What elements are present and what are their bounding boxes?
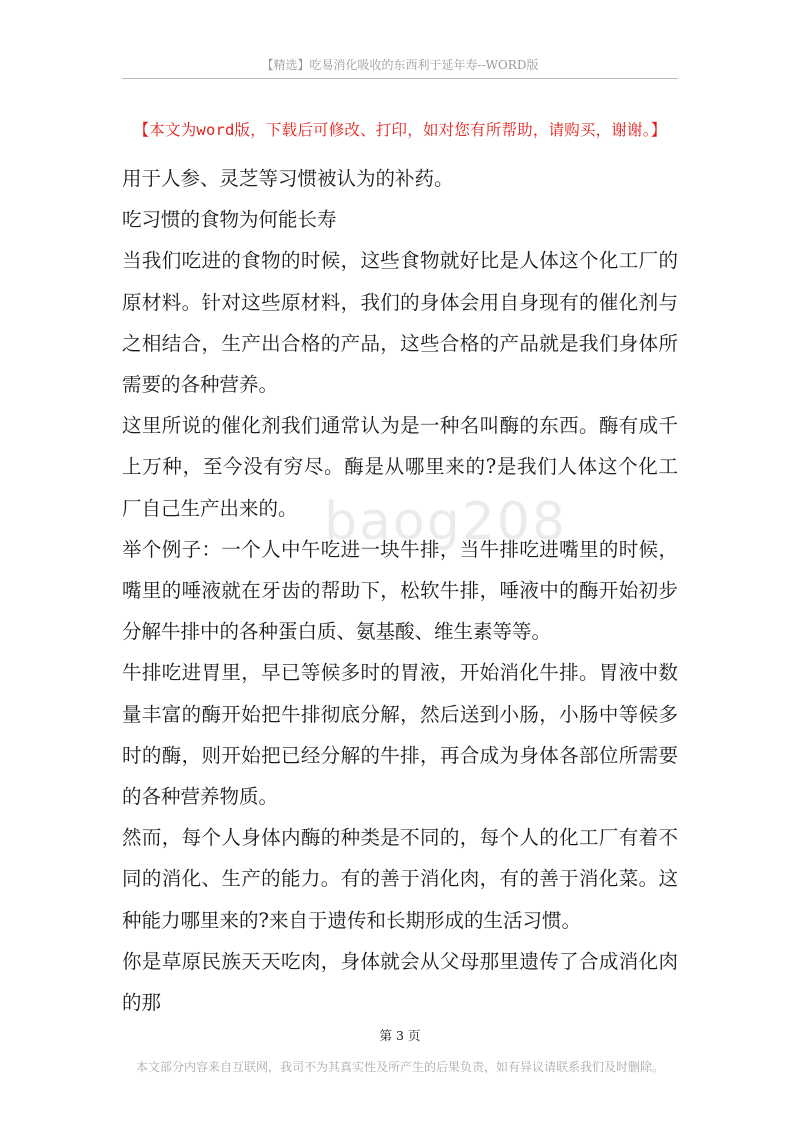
paragraph: 你是草原民族天天吃肉，身体就会从父母那里遗传了合成消化肉的那 [122,949,678,1015]
section-heading: 吃习惯的食物为何能长寿 [122,208,337,232]
paragraph: 举个例子：一个人中午吃进一块牛排，当牛排吃进嘴里的时候，嘴里的唾液就在牙齿的帮助下，松软牛排，唾液中的酶开始初步分解牛排中的各种蛋白质、氨基酸、维生素等等。 [122,537,678,644]
paragraph: 这里所说的催化剂我们通常认为是一种名叫酶的东西。酶有成千上万种，至今没有穷尽。酶是从哪里来的?是我们人体这个化工厂自己生产出来的。 [122,414,678,520]
page-header-title: 【精选】吃易消化吸收的东西利于延年寿--WORD版 [261,58,539,72]
paragraph: 牛排吃进胃里，早已等候多时的胃液，开始消化牛排。胃液中数量丰富的酶开始把牛排彻底分解，然后送到小肠，小肠中等候多时的酶，则开始把已经分解的牛排，再合成为身体各部位所需要的各种营养物质。 [122,661,678,809]
paragraph: 然而，每个人身体内酶的种类是不同的，每个人的化工厂有着不同的消化、生产的能力。有的善于消化肉，有的善于消化菜。这种能力哪里来的?来自于遗传和长期形成的生活习惯。 [122,826,678,932]
header-divider [122,78,678,79]
paragraph: 用于人参、灵芝等习惯被认为的补药。 [122,167,454,190]
page-footer-disclaimer: 本文部分内容来自互联网，我司不为其真实性及所产生的后果负责，如有异议请联系我们及时删除。 [135,1060,664,1074]
paragraph: 当我们吃进的食物的时候，这些食物就好比是人体这个化工厂的原材料。针对这些原材料，我们的身体会用自身现有的催化剂与之相结合，生产出合格的产品，这些合格的产品就是我们身体所需要的各种营养。 [122,249,678,397]
download-notice: 【本文为word版，下载后可修改、打印，如对您有所帮助，请购买，谢谢。】 [133,121,667,139]
page-number: 第 3 页 [379,1028,421,1043]
document-body [122,158,678,1023]
watermark-text: baog208 [324,492,567,552]
